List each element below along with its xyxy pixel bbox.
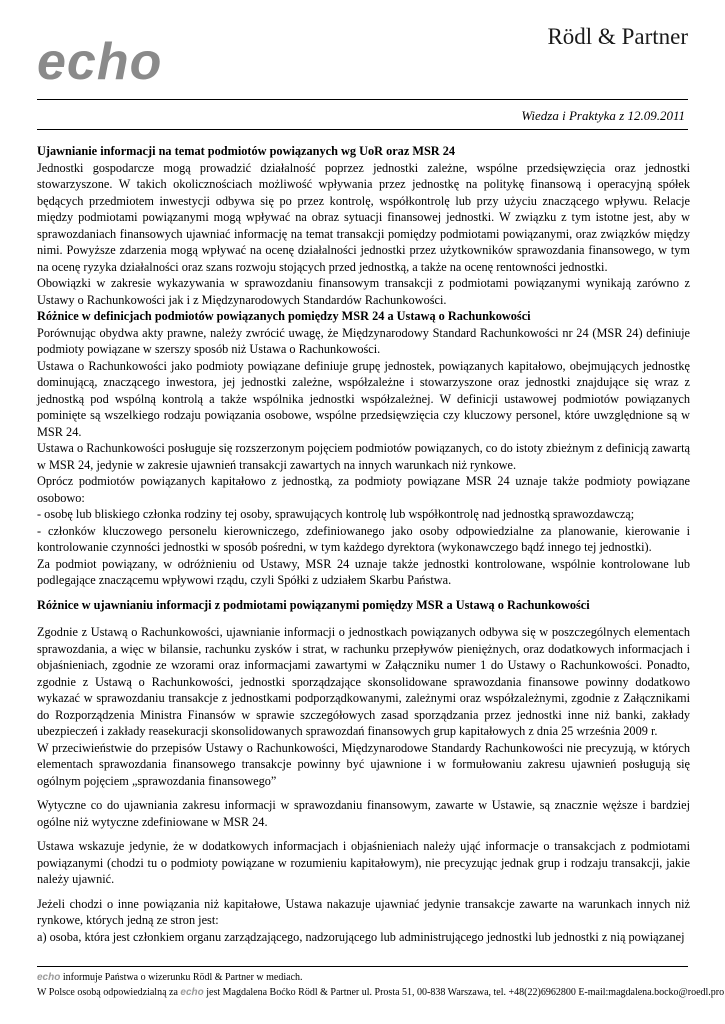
paragraph: W przeciwieństwie do przepisów Ustawy o Rachunkowości, Międzynarodowe Standardy Rachunkowości nie precyzują, w których elementach sprawozdania finansowego transakcje powinny być ujawnione i w formułowaniu zakresu ujawnień posługują się ogólnym pojęciem „sprawozdania finansowego” [37, 740, 690, 788]
paragraph: Ustawa wskazuje jedynie, że w dodatkowych informacjach i objaśnieniach należy ująć informacje o transakcjach z podmiotami powiązanymi (chodzi tu o podmioty powiązane w rozumieniu kapitałowym), nie precyzując jednak grup i rodzaju transakcji, jakie należy ujawnić. [37, 839, 690, 886]
footer-line-2-prefix: W Polsce osobą odpowiedzialną za [37, 987, 181, 998]
list-item: a) osoba, która jest członkiem organu zarządzającego, nadzorującego lub administrującego jednostki lub jednostki z nią powiązanej [37, 929, 685, 944]
list-item: - członków kluczowego personelu kierowniczego, zdefiniowanego jako osoby odpowiedzialne za planowanie, kierowanie i kontrolowanie czynności jednostki w sposób pośredni, w tym każdego dyrektora (wykonawczego bądź innego tej jednostki). [37, 523, 690, 554]
paragraph: Obowiązki w zakresie wykazywania w sprawozdaniu finansowym transakcji z podmiotami powiązanymi wynikają zarówno z Ustawy o Rachunkowości jak i z Międzynarodowych Standardów Rachunkowości. [37, 276, 690, 307]
footer-contact-text: jest Magdalena Boćko Rödl & Partner ul. Prosta 51, 00-838 Warszawa, tel. +48(22)6962800 E-mail:magdalena.bocko@roedl.pro [203, 987, 725, 998]
paragraph: Jeżeli chodzi o inne powiązania niż kapitałowe, Ustawa nakazuje ujawniać jedynie transakcje zawarte na warunkach innych niż rynkowe, których jedną ze stron jest: [37, 896, 690, 927]
footer-divider [37, 966, 688, 967]
footer-echo-logo: echo [37, 972, 61, 983]
list-item: - osobę lub bliskiego członka rodziny tej osoby, sprawujących kontrolę lub współkontrolę nad jednostką sprawozdawczą; [37, 507, 635, 521]
footer-line-2 [37, 985, 725, 1000]
paragraph: Wytyczne co do ujawniania zakresu informacji w sprawozdaniu finansowym, zawarte w Ustawie, są znacznie węższe i bardziej ogólne niż wytyczne zdefiniowane w MSR 24. [37, 798, 690, 829]
echo-logo: echo [37, 33, 163, 91]
footer-line-1 [37, 970, 697, 985]
rodl-partner-logo: Rödl & Partner [547, 24, 688, 49]
article-body [37, 143, 690, 945]
section-heading: Ujawnianie informacji na temat podmiotów powiązanych wg UoR oraz MSR 24 [37, 144, 456, 158]
publication-date: Wiedza i Praktyka z 12.09.2011 [521, 108, 685, 123]
footer-line-1-text: informuje Państwa o wizerunku Rödl & Partner w mediach. [60, 972, 303, 983]
paragraph: Porównując obydwa akty prawne, należy zwrócić uwagę, że Międzynarodowy Standard Rachunkowości nr 24 (MSR 24) definiuje podmioty powiązane w szerszy sposób niż Ustawa o Rachunkowości. [37, 325, 690, 356]
paragraph: Zgodnie z Ustawą o Rachunkowości, ujawnianie informacji o jednostkach powiązanych odbywa się w poszczególnych elementach sprawozdania, a więc w bilansie, rachunku zysków i strat, w rachunku przepływów pieniężnych, oraz dodatkowych informacjach i objaśnieniach, zgodnie ze wzorami oraz informacjami zawartymi w Załączniku numer 1 do Ustawy o Rachunkowości. Ponadto, zgodnie z Ustawą o Rachunkowości, jednostki sporządzające skonsolidowane sprawozdania finansowe powinny dodatkowo wykazać w sprawozdaniu transakcje z jednostkami podporządkowanymi, zależnymi oraz współzależnymi, zgodnie z Załącznikami do Rozporządzenia Ministra Finansów w sprawie szczegółowych zasad sporządzania przez jednostki inne niż banki, zakłady ubezpieczeń i zakłady reasekuracji skonsolidowanych sprawozdań finansowych grup kapitałowych z dnia 25 września 2009 r. [37, 625, 690, 738]
section-heading: Różnice w definicjach podmiotów powiązanych pomiędzy MSR 24 a Ustawą o Rachunkowości [37, 309, 531, 323]
paragraph: Ustawa o Rachunkowości posługuje się rozszerzonym pojęciem podmiotów powiązanych, co do istoty zbieżnym z definicją zawartą w MSR 24, jedynie w zakresie ujawnień transakcji zawartych na innych warunkach niż rynkowe. [37, 441, 690, 472]
date-divider [37, 129, 688, 130]
footer [37, 970, 725, 1000]
paragraph: Ustawa o Rachunkowości jako podmioty powiązane definiuje grupę jednostek, powiązanych kapitałowo, obejmujących jednostkę dominującą, znaczącego inwestora, jej jednostki zależne, współzależne i stowarzyszone oraz jednostki znajdujące się wraz z jednostką pod wspólną kontrolą a także wspólnika jednostki współzależnej. W definicji ustawowej podmiotów powiązanych pominięte są wszelkiego rodzaju powiązania osobowe, wspólne przedsięwzięcia czy kluczowy personel, które uwzględnione są w MSR 24. [37, 358, 690, 439]
section-heading: Różnice w ujawnianiu informacji z podmiotami powiązanymi pomiędzy MSR a Ustawą o Rachunkowości [37, 597, 590, 612]
paragraph: Jednostki gospodarcze mogą prowadzić działalność poprzez jednostki zależne, wspólne przedsięwzięcia oraz jednostki stowarzyszone. W takich okolicznościach możliwość wpływania przez jednostkę na politykę finansową i operacyjną spółek będących przedmiotem inwestycji odbywa się po przez kontrolę, współkontrolę lub przy użyciu znaczącego wpływu. Relacje między podmiotami powiązanymi mogą wpływać na obraz sytuacji finansowej jednostki. W związku z tym istotne jest, aby w sprawozdaniach finansowych ujawniać informację na temat transakcji pomiędzy podmiotami powiązanymi, oraz związków między nimi. Powyższe zdarzenia mogą wpływać na ocenę działalności jednostki przez użytkowników sprawozdania finansowego, w tym na ocenę ryzyka działalności oraz szans rozwoju stojących przed jednostką, a także na ocenę rentowności jednostki. [37, 160, 690, 274]
header-divider [37, 99, 688, 100]
paragraph: Oprócz podmiotów powiązanych kapitałowo z jednostką, za podmioty powiązane MSR 24 uznaje także podmioty powiązane osobowo: [37, 474, 690, 505]
paragraph: Za podmiot powiązany, w odróżnieniu od Ustawy, MSR 24 uznaje także jednostki kontrolowane, wspólnie kontrolowane lub podlegające znaczącemu wpływowi rządu, czyli Spółki z udziałem Skarbu Państwa. [37, 556, 690, 587]
footer-echo-logo-inline: echo [180, 987, 204, 998]
